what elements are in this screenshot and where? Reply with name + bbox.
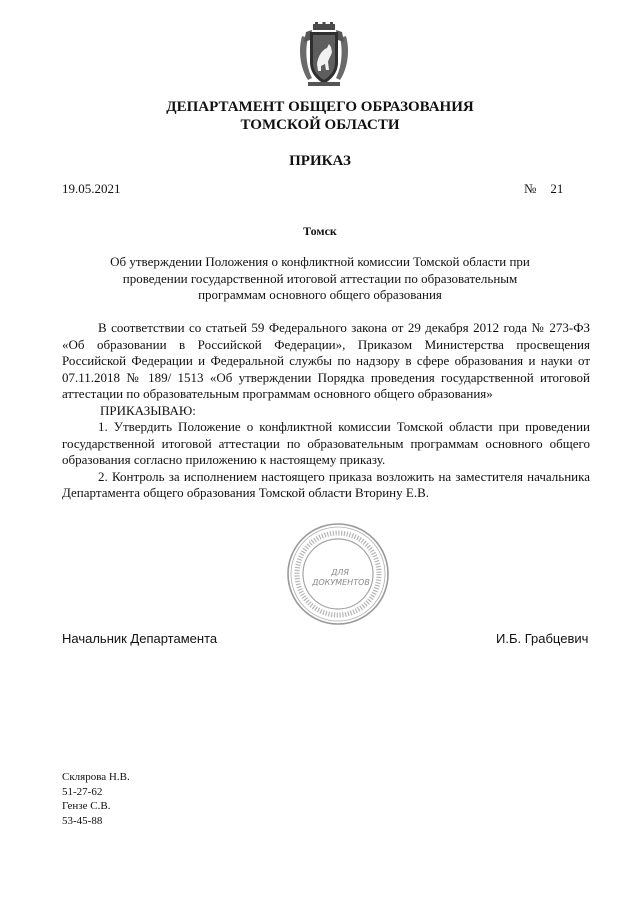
department-name-line2: ТОМСКОЙ ОБЛАСТИ	[240, 117, 400, 133]
city-name: Томск	[303, 224, 337, 238]
official-stamp	[286, 522, 390, 626]
order-subject	[100, 254, 540, 304]
signer-name: И.Б. Грабцевич	[496, 631, 589, 646]
contact-line: Гензе С.В.	[62, 800, 111, 812]
order-number-value: 21	[550, 181, 564, 196]
preamble-paragraph: В соответствии со статьей 59 Федерального закона от 29 декабря 2012 года № 273-ФЗ «Об образовании в Российской Федерации», Приказом Министерства просвещения Российской Федерации и Федеральной службы по надзору в сфере образования и науки от 07.11.2018 № 189/ 1513 «Об утверждении Порядка проведения государственной итоговой аттестации по образовательным программам основного общего образования»	[62, 320, 590, 401]
order-number-label: №	[524, 181, 537, 196]
contacts-block	[62, 770, 130, 828]
coat-of-arms-icon	[298, 22, 350, 88]
contact-line: Склярова Н.В.	[62, 771, 130, 783]
order-item-2: 2. Контроль за исполнением настоящего приказа возложить на заместителя начальника Департамента общего образования Томской области Вторину Е.В.	[62, 468, 590, 500]
document-type-title: ПРИКАЗ	[289, 153, 351, 169]
order-directive-word: ПРИКАЗЫВАЮ:	[100, 402, 196, 418]
stamp-center-line1: ДЛЯ	[331, 568, 349, 577]
contact-line: 51-27-62	[62, 785, 103, 798]
subject-line: программам основного общего образования	[198, 287, 442, 302]
signer-position: Начальник Департамента	[62, 631, 218, 646]
stamp-center-line2: ДОКУМЕНТОВ	[312, 578, 370, 587]
subject-line: Об утверждении Положения о конфликтной комиссии Томской области при	[110, 254, 530, 269]
order-number	[524, 181, 563, 197]
order-item-1: 1. Утвердить Положение о конфликтной комиссии Томской области при проведении государственной итоговой аттестации по образовательным программам основного общего образования согласно приложению к настоящему приказу.	[62, 419, 590, 467]
order-body	[62, 320, 590, 502]
department-name-line1: ДЕПАРТАМЕНТ ОБЩЕГО ОБРАЗОВАНИЯ	[166, 99, 474, 115]
subject-line: проведении государственной итоговой аттестации по образовательным	[122, 270, 518, 286]
contact-line: 53-45-88	[62, 814, 103, 827]
order-date: 19.05.2021	[62, 181, 121, 196]
